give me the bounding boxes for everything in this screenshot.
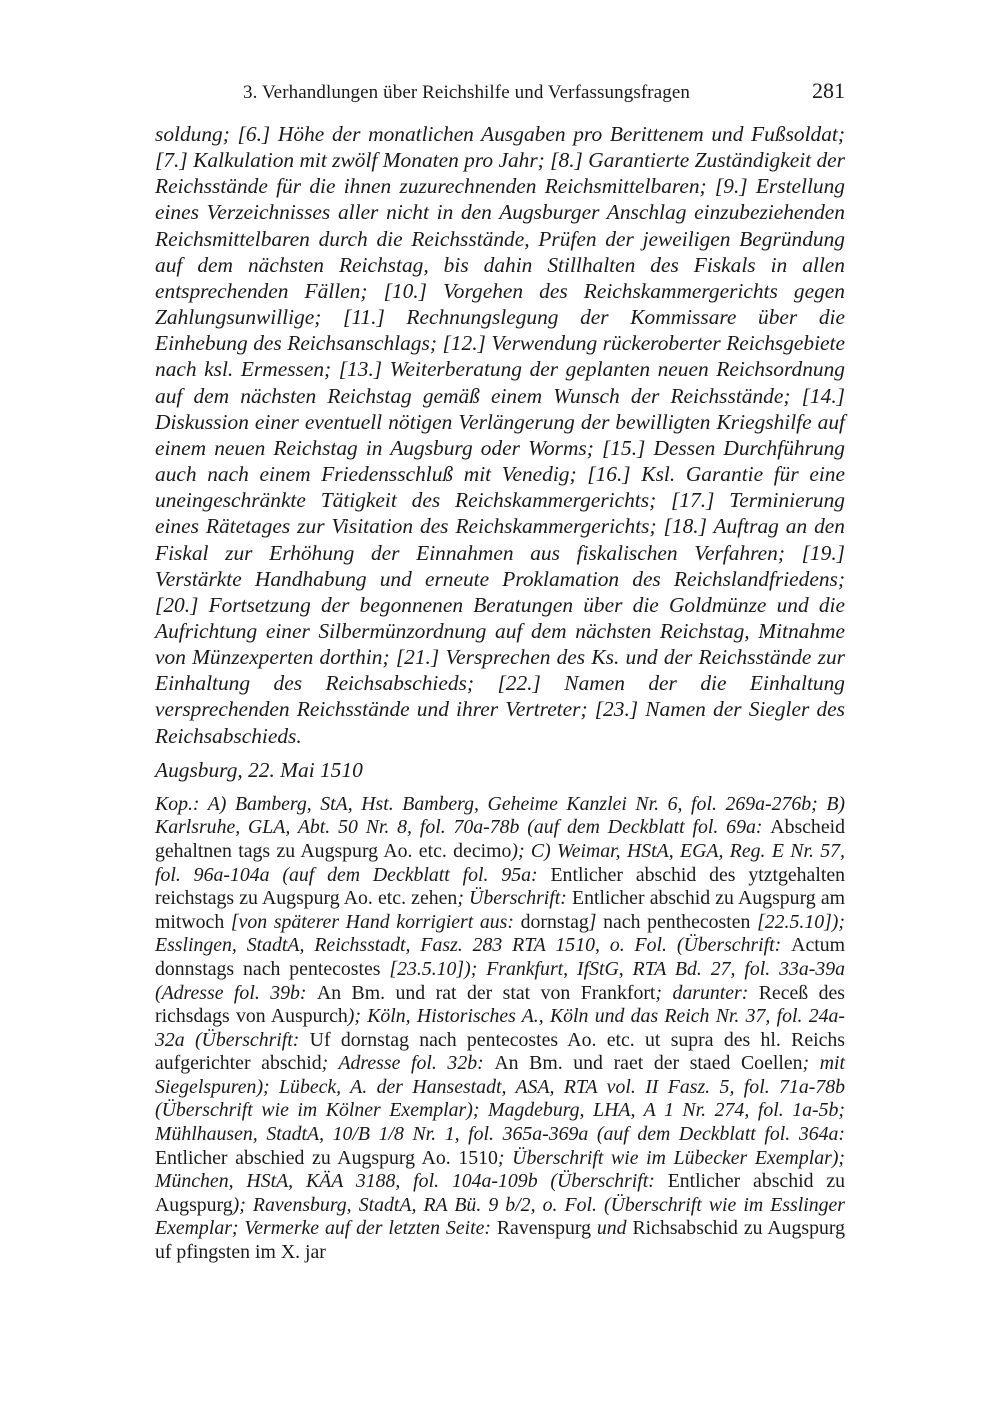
source-quote: Entlicher abschid des ytztgehalten reichstags zu Augspurg Ao. etc. zehen: [155, 863, 846, 910]
source-quote: nach penthecosten: [603, 910, 758, 933]
source-quote: An Bm. und rat der stat von Frankfort: [316, 981, 656, 1004]
source-italic: und: [596, 1217, 633, 1240]
source-italic: ; Überschrift:: [457, 887, 573, 910]
source-quote: Abscheid gehaltnen tags zu Augspurg Ao. etc. decimo: [155, 816, 845, 862]
source-italic: ; mit Siegelspuren); Lübeck, A. der Hansestadt, ASA, RTA vol. II Fasz. 5, fol. 71a-78b (Überschrift wie im Kölner Exemplar); Magdeburg, LHA, A 1 Nr. 274, fol. 1a-5b; Mühlhausen, StadtA, 10/B 1/8 Nr. 1, fol. 365a-369a (auf dem Deckblatt fol. 364a:: [155, 1052, 846, 1146]
page-header: [155, 78, 845, 108]
source-quote: Richsabschid zu Augspurg uf pfingsten im X. jar: [155, 1217, 845, 1264]
source-quote: Entlicher abschid zu Augspurg am mitwoch: [155, 887, 846, 933]
source-italic: [23.5.10]); Frankfurt, IfStG, RTA Bd. 27, fol. 33a-39a (Adresse fol. 39b:: [155, 957, 845, 1004]
source-quote: Ravenspurg: [496, 1217, 597, 1240]
page-number: 281: [812, 78, 845, 103]
source-quote: Entlicher abschid zu Augspurg: [155, 1170, 845, 1216]
source-quote: An Bm. und raet der staed Coellen: [494, 1052, 803, 1075]
source-quote: Actum donnstags nach pentecostes: [155, 934, 845, 980]
source-italic: [von späterer Hand korrigiert aus:: [230, 910, 521, 933]
source-italic: ; Adresse fol. 32b:: [321, 1052, 495, 1075]
source-italic: [22.5.10]); Esslingen, StadtA, Reichsstadt, Fasz. 283 RTA 1510, o. Fol. (Überschrift:: [155, 910, 845, 957]
date-line: Augsburg, 22. Mai 1510: [155, 757, 363, 782]
sources-note: [155, 793, 845, 1265]
document-summary: soldung; [6.] Höhe der monatlichen Ausgaben pro Berittenem und Fußsoldat; [7.] Kalkulation mit zwölf Monaten pro Jahr; [8.] Garantierte Zuständigkeit der Reichsstände für die ihnen zuzurechnenden Reichsmittelbaren; [9.] Erstellung eines Verzeichnisses aller nicht in den Augsburger Anschlag einzubeziehenden Reichsmittelbaren durch die Reichsstände, Prüfen der jeweiligen Begründung auf dem nächsten Reichstag, bis dahin Stillhalten des Fiskals in allen entsprechenden Fällen; [10.] Vorgehen des Reichskammergerichts gegen Zahlungsunwillige; [11.] Rechnungslegung der Kommissare über die Einhebung des Reichsanschlags; [12.] Verwendung rückeroberter Reichsgebiete nach ksl. Ermessen; [13.] Weiterberatung der geplanten neuen Reichsordnung auf dem nächsten Reichstag gemäß einem Wunsch der Reichsstände; [14.] Diskussion einer eventuell nötigen Verlängerung der bewilligten Kriegshilfe auf einem neuen Reichstag in Augsburg oder Worms; [15.] Dessen Durchführung auch nach einem Friedensschluß mit Venedig; [16.] Ksl. Garantie für eine uneingeschränkte Tätigkeit des Reichskammergerichts; [17.] Terminierung eines Rätetages zur Visitation des Reichskammergerichts; [18.] Auftrag an den Fiskal zur Erhöhung der Einnahmen aus fiskalischen Verfahren; [19.] Verstärkte Handhabung und erneute Proklamation des Reichslandfriedens; [20.] Fortsetzung der begonnenen Beratungen über die Goldmünze und die Aufrichtung einer Silbermünzordnung auf dem nächsten Reichstag, Mitnahme von Münzexperten dorthin; [21.] Versprechen des Ks. und der Reichsstände zur Einhaltung des Reichsabschieds; [22.] Namen der die Einhaltung versprechenden Reichsstände und ihrer Vertreter; [23.] Namen der Siegler des Reichsabschieds.: [155, 122, 845, 748]
source-italic: ]: [588, 910, 604, 933]
source-italic: ); Köln, Historisches A., Köln und das Reich Nr. 37, fol. 24a-32a (Überschrift:: [155, 1005, 845, 1051]
source-italic: ); Ravensburg, StadtA, RA Bü. 9 b/2, o. Fol. (Überschrift wie im Esslinger Exemplar; Vermerke auf der letzten Seite:: [155, 1193, 845, 1240]
source-italic: ); C) Weimar, HStA, EGA, Reg. E Nr. 57, fol. 96a-104a (auf dem Deckblatt fol. 95a:: [155, 839, 845, 886]
source-quote: dornstag: [520, 910, 589, 933]
source-italic: Kop.: A) Bamberg, StA, Hst. Bamberg, Geheime Kanzlei Nr. 6, fol. 269a-276b; B) Karlsruhe, GLA, Abt. 50 Nr. 8, fol. 70a-78b (auf dem Deckblatt fol. 69a:: [155, 792, 845, 839]
running-head: 3. Verhandlungen über Reichshilfe und Verfassungsfragen: [243, 82, 690, 103]
page-content: [155, 121, 845, 1265]
source-italic: ; Überschrift wie im Lübecker Exemplar); München, HStA, KÄA 3188, fol. 104a-109b (Überschrift:: [155, 1146, 845, 1193]
source-quote: Uf dornstag nach pentecostes Ao. etc. ut supra des hl. Reichs aufgerichter abschid: [155, 1028, 845, 1075]
source-quote: Entlicher abschied zu Augspurg Ao. 1510: [155, 1146, 498, 1169]
source-quote: Receß des richsdags von Auspurch: [155, 981, 845, 1028]
source-italic: ; darunter:: [655, 981, 759, 1004]
